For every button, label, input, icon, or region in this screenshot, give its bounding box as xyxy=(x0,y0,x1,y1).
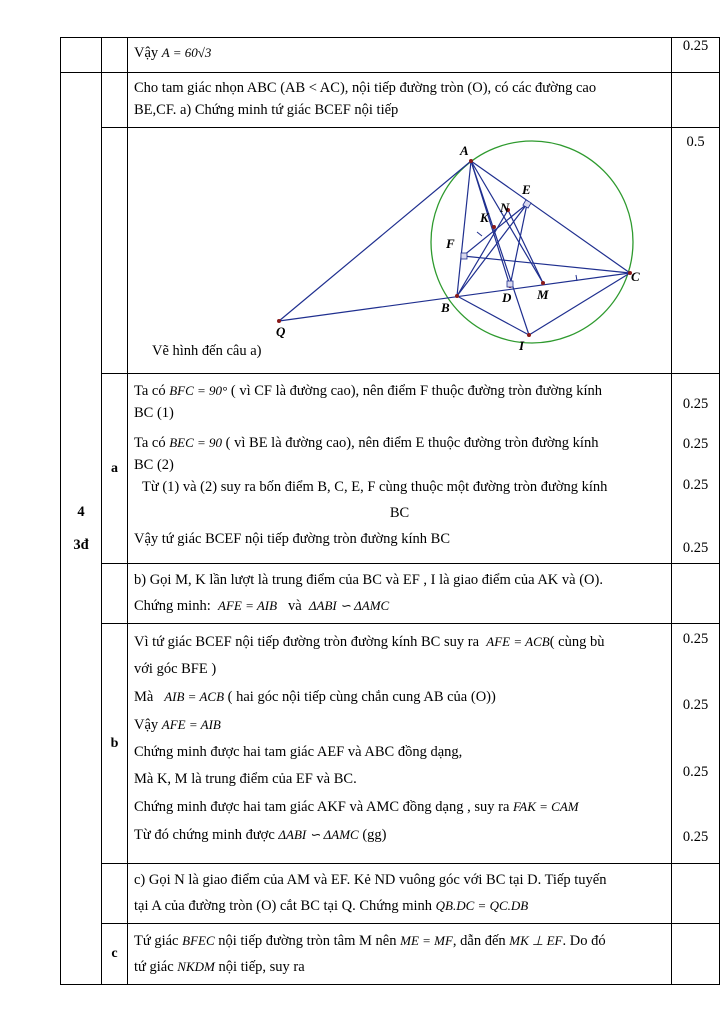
row-conclusion xyxy=(61,38,720,73)
text: nội tiếp đường tròn tâm M nên xyxy=(218,933,397,949)
text: Chứng minh được hai tam giác AKF và AMC đồng dạng , suy ra xyxy=(134,799,510,815)
formula: FAK = CAM xyxy=(513,799,579,814)
cell-content xyxy=(128,564,672,624)
cell-empty xyxy=(672,924,720,985)
cell-empty xyxy=(102,564,128,624)
score: 0.25 xyxy=(682,697,709,713)
label-b: B xyxy=(441,300,450,315)
text: Vì tứ giác BCEF nội tiếp đường tròn đường kính BC suy ra xyxy=(134,634,480,650)
text-line xyxy=(134,432,665,454)
row-part-b-question xyxy=(61,564,720,624)
cell-content xyxy=(128,624,672,864)
intro-line: BE,CF. a) Chứng minh tứ giác BCEF nội tiếp xyxy=(134,102,399,118)
row-part-b xyxy=(61,624,720,864)
question-cell xyxy=(61,73,102,985)
text-line xyxy=(134,954,665,980)
formula: ΔABI ∽ ΔAMC xyxy=(278,827,359,842)
label-a: A xyxy=(460,143,469,158)
intro-line: Cho tam giác nhọn ABC (AB < AC), nội tiếp đường tròn (O), có các đường cao xyxy=(134,80,597,96)
text-line xyxy=(134,683,665,711)
text-line: BC xyxy=(389,505,410,521)
formula: BFEC xyxy=(182,933,215,948)
text-line xyxy=(134,893,665,919)
text: ( vì BE là đường cao), nên điểm E thuộc đường tròn đường kính xyxy=(225,435,599,451)
label-k: K xyxy=(480,210,489,225)
row-intro xyxy=(61,73,720,128)
text: Ta có xyxy=(134,435,166,451)
text: . Do đó xyxy=(562,933,606,949)
text-line: với góc BFE ) xyxy=(134,661,217,677)
cell-content xyxy=(128,864,672,924)
cell-empty xyxy=(672,564,720,624)
circle-o xyxy=(431,141,633,343)
text-line: Chứng minh được hai tam giác AEF và ABC đồng dạng, xyxy=(134,744,463,760)
cell-empty xyxy=(102,128,128,374)
formula: NKDM xyxy=(177,959,215,974)
text: tại A của đường tròn (O) cắt BC tại Q. Chứng minh xyxy=(134,898,433,914)
row-part-c xyxy=(61,924,720,985)
cell-empty xyxy=(102,864,128,924)
text-line: Từ (1) và (2) suy ra bốn điểm B, C, E, F cùng thuộc một đường tròn đường kính xyxy=(142,479,608,495)
label-c: C xyxy=(631,269,640,284)
cell-content xyxy=(128,38,672,73)
geometry-figure xyxy=(128,128,672,373)
formula: ΔABI ∽ ΔAMC xyxy=(308,598,390,613)
text: Vậy xyxy=(134,45,159,61)
text: và xyxy=(287,598,302,614)
label-f: F xyxy=(446,236,455,251)
score-column xyxy=(672,624,720,864)
score: 0.25 xyxy=(682,631,709,647)
text-line xyxy=(134,793,665,821)
formula: BFC = 90° xyxy=(169,383,228,398)
question-number: 4 xyxy=(77,503,85,520)
row-figure xyxy=(61,128,720,374)
text-line xyxy=(134,711,665,739)
text: , dẫn đến xyxy=(452,933,506,949)
score: 0.5 xyxy=(672,128,720,374)
text: ( cùng bù xyxy=(549,634,605,650)
cell-empty xyxy=(102,73,128,128)
text-line xyxy=(134,380,665,402)
text-line: Vậy tứ giác BCEF nội tiếp đường tròn đường kính BC xyxy=(134,531,451,547)
cell-empty xyxy=(672,73,720,128)
score: 0.25 xyxy=(682,396,709,412)
formula: AFE = AIB xyxy=(161,717,221,732)
text: tứ giác xyxy=(134,959,174,975)
label-n: N xyxy=(500,200,510,215)
label-m: M xyxy=(537,287,549,302)
score: 0.25 xyxy=(682,764,709,780)
text: Từ đó chứng minh được xyxy=(134,827,275,843)
text: Tứ giác xyxy=(134,933,179,949)
formula: A = 60√3 xyxy=(161,45,212,60)
cell-figure xyxy=(128,128,672,374)
text: ( hai góc nội tiếp cùng chắn cung AB của (O)) xyxy=(227,689,496,705)
formula: BEC = 90 xyxy=(169,435,223,450)
text-line: BC (1) xyxy=(134,405,174,421)
question-points: 3đ xyxy=(73,536,89,553)
text: Chứng minh: xyxy=(134,598,211,614)
cell-empty xyxy=(102,38,128,73)
score: 0.25 xyxy=(672,38,720,73)
cell-content xyxy=(128,924,672,985)
text-line xyxy=(134,593,665,619)
answer-table xyxy=(60,37,720,985)
text: Vậy xyxy=(134,717,159,733)
score: 0.25 xyxy=(682,436,709,452)
text-line: c) Gọi N là giao điểm của AM và EF. Kẻ ND vuông góc với BC tại D. Tiếp tuyến xyxy=(134,872,607,888)
cell-empty xyxy=(672,864,720,924)
text-line: b) Gọi M, K lần lượt là trung điểm của BC và EF , I là giao điểm của AK và (O). xyxy=(134,572,603,588)
part-label: b xyxy=(102,624,128,864)
cell-content xyxy=(128,73,672,128)
part-label: a xyxy=(102,374,128,564)
label-d: D xyxy=(502,290,512,305)
text-line xyxy=(134,928,665,954)
cell-content xyxy=(128,374,672,564)
part-label: c xyxy=(102,924,128,985)
formula: ME = MF xyxy=(400,933,453,948)
formula: AIB = ACB xyxy=(164,689,225,704)
label-q: Q xyxy=(276,324,286,339)
formula: AFE = AIB xyxy=(218,598,278,613)
text: (gg) xyxy=(362,827,387,843)
figure-caption: Vẽ hình đến câu a) xyxy=(152,343,262,359)
text: Ta có xyxy=(134,383,166,399)
text-line xyxy=(134,821,665,849)
score: 0.25 xyxy=(682,540,709,556)
label-i: I xyxy=(519,338,525,353)
score: 0.25 xyxy=(682,829,709,845)
formula: AFE = ACB xyxy=(486,634,550,649)
label-e: E xyxy=(522,182,531,197)
row-part-a xyxy=(61,374,720,564)
cell-empty xyxy=(61,38,102,73)
text: nội tiếp, suy ra xyxy=(218,959,305,975)
row-part-c-question xyxy=(61,864,720,924)
text: Mà xyxy=(134,689,154,705)
formula: MK ⊥ EF xyxy=(509,933,563,948)
text-line: BC (2) xyxy=(134,457,174,473)
score-column xyxy=(672,374,720,564)
text-line xyxy=(134,628,665,656)
score: 0.25 xyxy=(682,477,709,493)
formula: QB.DC = QC.DB xyxy=(435,898,529,913)
text: ( vì CF là đường cao), nên điểm F thuộc đường tròn đường kính xyxy=(230,383,603,399)
text-line: Mà K, M là trung điểm của EF và BC. xyxy=(134,771,357,787)
